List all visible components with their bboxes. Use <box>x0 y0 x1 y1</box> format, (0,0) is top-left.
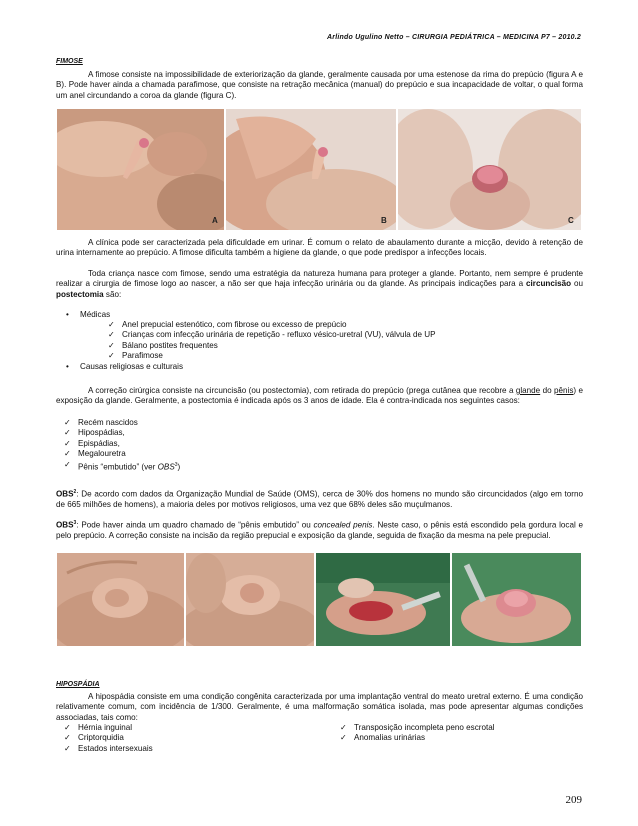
list-item: ✓ Crianças com infecção urinária de repetição - refluxo vésico-uretral (VU), válvula de UP <box>108 330 436 340</box>
photo-concealed-penis-1 <box>57 553 184 646</box>
list-item: ✓ Recém nascidos <box>64 418 138 427</box>
photo-label-c: C <box>568 216 574 225</box>
photo-concealed-penis-2 <box>186 553 314 646</box>
checkmark-icon: ✓ <box>64 723 71 732</box>
fimose-indications-intro: Toda criança nasce com fimose, sendo uma estratégia da natureza humana para proteger a glande. Portanto, nem sempre é prudente realizar a cirurgia de fimose logo ao nascer, a não ser que haja infecção urinária ou da glande. As principais indicações para a circuncisão ou postectomia são: <box>56 269 583 299</box>
checkmark-icon: ✓ <box>64 438 71 448</box>
cultural-indications-list <box>62 362 562 372</box>
photo-label-b: B <box>381 216 387 225</box>
list-item: ✓ Bálano postites frequentes <box>108 340 218 350</box>
bullet-icon: • <box>66 310 69 319</box>
running-header: Arlindo Ugulino Netto – CIRURGIA PEDIÁTRICA – MEDICINA P7 – 2010.2 <box>327 34 581 41</box>
bullet-icon: • <box>66 362 69 371</box>
checkmark-icon: ✓ <box>108 330 115 340</box>
associated-conditions-col1 <box>60 723 320 754</box>
contraindications-list <box>60 418 460 473</box>
checkmark-icon: ✓ <box>64 449 71 459</box>
photo-phimosis-b <box>226 109 396 230</box>
list-item: ✓ Criptorquidia <box>64 733 124 743</box>
section-title-fimose: FIMOSE <box>56 58 83 65</box>
list-item: ✓ Estados intersexuais <box>64 743 153 753</box>
checkmark-icon: ✓ <box>64 743 71 753</box>
checkmark-icon: ✓ <box>64 428 71 438</box>
list-item: • Médicas <box>66 310 111 319</box>
list-item: • Causas religiosas e culturais <box>66 362 184 371</box>
list-item: ✓ Anomalias urinárias <box>340 733 426 743</box>
fimose-surgery: A correção cirúrgica consiste na circuncisão (ou postectomia), com retirada do prepúcio (prega cutânea que recobre a glande do pênis) e exposição da glande. Geralmente, a postectomia é indicada após os 3 anos de idade. Ela é contra-indicada nos seguintes casos: <box>56 386 583 406</box>
fimose-clinical: A clínica pode ser caracterizada pela dificuldade em urinar. É comum o relato de abaulamento durante a micção, devido à retenção de urina internamente ao prepúcio. A fimose dificulta também a higiene da glande, o que pode predispor a infecções locais. <box>56 238 583 258</box>
list-item: ✓ Hipospádias, <box>64 428 125 438</box>
checkmark-icon: ✓ <box>108 351 115 361</box>
list-item: ✓ Epispádias, <box>64 438 120 448</box>
list-item: ✓ Transposição incompleta peno escrotal <box>340 723 495 732</box>
checkmark-icon: ✓ <box>64 459 71 469</box>
checkmark-icon: ✓ <box>340 733 347 743</box>
indications-list <box>62 310 562 320</box>
obs3-paragraph: OBS$^3$: Pode haver ainda um quadro chamado de “pênis embutido” ou concealed penis. Neste caso, o pênis está escondido pela gordura local e pelo prepúcio. A correção consiste na incisão da região prepucial e exposição da glande, seguida de fixação da mesma na pele prepucial. <box>56 520 584 541</box>
photo-surgery-1 <box>316 553 450 646</box>
photo-surgery-2 <box>452 553 581 646</box>
obs2-paragraph: OBS$^2$: De acordo com dados da Organização Mundial de Saúde (OMS), cerca de 30% dos homens no mundo são circuncidados (algo em torno de 665 milhões de homens), a maioria deles por motivos religiosos, uma vez que 68% deles são muçulmanos. <box>56 489 583 510</box>
page-number: 209 <box>565 794 582 806</box>
section-title-hipospadia: HIPOSPÁDIA <box>56 681 100 688</box>
list-item: ✓ Hérnia inguinal <box>64 723 132 732</box>
checkmark-icon: ✓ <box>108 320 115 329</box>
associated-conditions-col2 <box>336 723 576 744</box>
hipospadia-intro: A hipospádia consiste em uma condição congênita caracterizada por uma implantação ventral do meato uretral externo. É uma condição relativamente comum, com incidência de 1/300. Geralmente, é uma malformação somática isolada, mas pode apresentar algumas condições associadas, tais como: <box>56 692 583 722</box>
checkmark-icon: ✓ <box>64 733 71 743</box>
checkmark-icon: ✓ <box>340 723 347 732</box>
list-item: ✓ Pênis “embutido” (ver OBS$^3$) <box>64 459 181 472</box>
medical-indications-list <box>104 320 564 362</box>
fimose-intro: A fimose consiste na impossibilidade de exteriorização da glande, geralmente causada por uma estenose da rima do prepúcio (figura A e B). Pode haver ainda a chamada parafimose, que consiste na retração mecânica (manual) do prepúcio e sua incapacidade de voltar, o qual forma um anel circundando a coroa da glande (figura C). <box>56 70 583 100</box>
photo-phimosis-a <box>57 109 224 230</box>
photo-paraphimosis-c <box>398 109 581 230</box>
photo-label-a: A <box>212 216 218 225</box>
checkmark-icon: ✓ <box>108 340 115 350</box>
list-item: ✓ Anel prepucial estenótico, com fibrose ou excesso de prepúcio <box>108 320 347 329</box>
checkmark-icon: ✓ <box>64 418 71 427</box>
list-item: ✓ Parafimose <box>108 351 163 361</box>
list-item: ✓ Megalouretra <box>64 449 126 459</box>
